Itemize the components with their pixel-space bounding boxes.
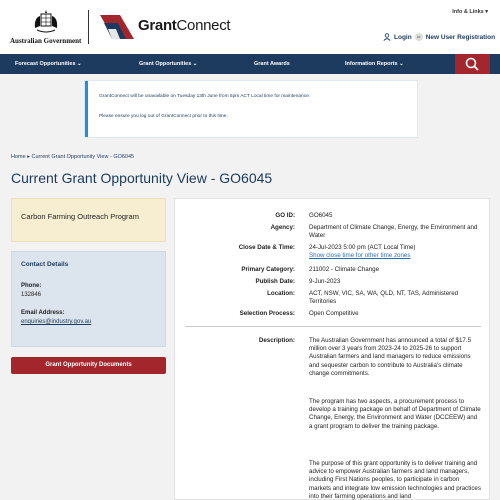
breadcrumb: [11, 154, 134, 160]
chevron-down-icon: ⌄: [192, 61, 198, 67]
grant-title: Carbon Farming Outreach Program: [21, 212, 139, 221]
contact-heading: Contact Details: [21, 261, 69, 268]
brand-grant-text: Grant: [138, 17, 177, 34]
alert-line-1: GrantConnect will be unavailable on Tuesday 13th June from 5pm ACT Local time for maintenance.: [99, 94, 311, 99]
agency-label: Agency:: [270, 224, 295, 231]
go-id-value: GO6045: [309, 212, 333, 219]
selection-process-label: Selection Process:: [239, 310, 295, 317]
description-paragraph: The purpose of this grant opportunity is to deliver training and advice to empower Australian farmers and land managers, including First Nations peoples, to participate in carbon markets and integrate low emission technologies and practices into their farming operations and land: [309, 460, 481, 500]
new-user-registration-link[interactable]: New User Registration: [425, 33, 496, 41]
search-button[interactable]: [455, 54, 490, 74]
agency-value: Department of Climate Change, Energy, the Environment and Water: [309, 224, 478, 240]
site-header: [0, 0, 500, 54]
location-value: ACT, NSW, VIC, SA, WA, QLD, NT, TAS, Administered Territories: [309, 290, 459, 306]
info-links-menu[interactable]: [452, 9, 488, 15]
nav-information-reports[interactable]: [345, 54, 404, 74]
nav-forecast-opportunities[interactable]: [15, 54, 82, 74]
chevron-down-icon: ⌄: [77, 61, 82, 67]
email-label: Email Address:: [21, 310, 65, 316]
breadcrumb-home-link[interactable]: Home: [11, 154, 26, 160]
government-name: Australian Government: [10, 37, 82, 45]
close-date-text: 24-Jul-2023 5:00 pm (ACT Local Time): [309, 244, 416, 251]
phone-label: Phone:: [21, 283, 42, 289]
phone-value: 132846: [21, 292, 42, 298]
location-label: Location:: [267, 290, 295, 297]
header-divider: [88, 10, 89, 44]
close-date-value: [309, 244, 481, 260]
brand-connect-text: Connect: [176, 17, 231, 34]
grant-title-card: [11, 198, 166, 242]
grantconnect-logo-icon[interactable]: [100, 13, 134, 41]
or-separator: or: [415, 33, 423, 41]
main-navigation: [0, 54, 500, 74]
alert-line-2: Please ensure you log out of GrantConnect prior to this time.: [99, 114, 228, 119]
australian-government-logo[interactable]: [10, 8, 82, 46]
contact-details-card: [11, 251, 166, 347]
grant-opportunity-documents-button[interactable]: Grant Opportunity Documents: [11, 357, 166, 374]
section-divider: [185, 326, 481, 327]
primary-category-label: Primary Category:: [241, 266, 295, 273]
description-paragraph: The program has two aspects, a procurement process to develop a training package on behalf of Department of Climate Change, Energy, the Environment and Water (DCCEEW) and a grant program to deliver the training package.: [309, 398, 481, 430]
nav-grant-awards[interactable]: [254, 54, 290, 74]
maintenance-alert: [85, 81, 417, 137]
selection-process-value: Open Competitive: [309, 310, 359, 317]
info-links-label: Info & Links: [452, 9, 484, 15]
breadcrumb-current: Current Grant Opportunity View - GO6045: [31, 154, 135, 160]
search-icon: [455, 54, 490, 74]
publish-date-label: Publish Date:: [255, 278, 295, 285]
chevron-right-icon: ▸: [27, 154, 30, 160]
primary-category-value: 211002 - Climate Change: [309, 266, 380, 273]
chevron-down-icon: ⌄: [399, 61, 404, 67]
nav-grant-opportunities[interactable]: [139, 54, 197, 74]
email-link[interactable]: enquiries@industry.gov.au: [21, 319, 92, 325]
nav-label: Grant Awards: [254, 61, 290, 67]
grantconnect-wordmark[interactable]: [138, 17, 230, 34]
nav-label: Information Reports: [345, 61, 398, 67]
nav-label: Grant Opportunities: [139, 61, 192, 67]
grant-details-panel: [174, 198, 490, 500]
page-title: Current Grant Opportunity View - GO6045: [11, 170, 273, 186]
user-icon: [383, 33, 391, 41]
go-id-label: GO ID:: [275, 212, 295, 219]
description-paragraph: The Australian Government has announced a total of $17.5 million over 3 years from 2023-24 to 2025-26 to support Australian farmers and land managers to reduce emissions and sequester carbon to contribute to Australia's climate change commitments.: [309, 337, 472, 377]
coat-of-arms-icon: [32, 8, 60, 36]
nav-label: Forecast Opportunities: [15, 61, 76, 67]
auth-links: [383, 33, 495, 41]
close-date-label: Close Date & Time:: [238, 244, 295, 251]
login-link[interactable]: Login: [394, 33, 412, 41]
other-time-zones-link[interactable]: Show close time for other time zones: [309, 252, 411, 260]
publish-date-value: 9-Jun-2023: [309, 278, 341, 285]
chevron-down-icon: ▾: [485, 9, 488, 15]
description-label: Description:: [258, 337, 295, 344]
